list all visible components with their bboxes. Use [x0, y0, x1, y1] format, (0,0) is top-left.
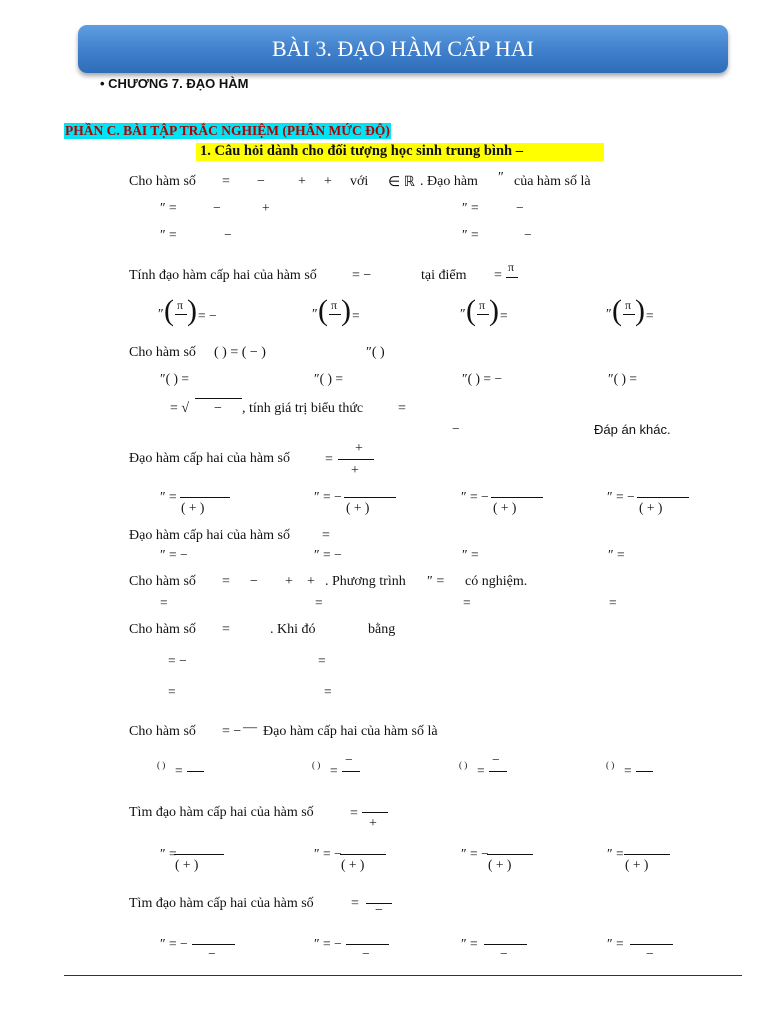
q2-b-close-paren: ) [341, 294, 351, 327]
q3-option-a: ″( ) = [160, 371, 189, 386]
q7-eq: = [222, 574, 230, 589]
q11-c-den: − [500, 946, 508, 961]
q5-option-d: ″ = − [607, 489, 635, 504]
level-heading-text: 1. Câu hỏi dành cho đối tượng học sinh trung bình – [200, 143, 523, 159]
q11-eq: = [351, 896, 359, 911]
q10-option-b: ″ = − [314, 846, 342, 861]
q9-d-bar [636, 771, 653, 772]
q5-d-den: ( + ) [639, 500, 663, 515]
q1-in-r: ∈ ℝ [388, 175, 415, 190]
q9-stem: Cho hàm số [129, 724, 196, 739]
q3-option-c: ″( ) = − [462, 371, 502, 386]
q1-option-b: ″ = [462, 200, 479, 215]
q10-b-den: ( + ) [341, 857, 365, 872]
q1-option-a-minus: − [213, 200, 221, 215]
q11-c-bar [484, 944, 527, 945]
q2-a-close-paren: ) [187, 294, 197, 327]
q7-option-d: = [609, 595, 617, 610]
q7-plus-1: + [285, 574, 293, 589]
q2-d-value: = [646, 308, 654, 323]
q10-denominator: + [369, 816, 377, 831]
q5-numerator: + [355, 441, 363, 456]
q10-c-bar [487, 854, 533, 855]
q2-d-bar [623, 314, 635, 315]
q2-d-close-paren: ) [635, 294, 645, 327]
q3-stem: Cho hàm số [129, 345, 196, 360]
q2-c-dprime: ″ [460, 306, 466, 321]
q8-option-b: = [318, 653, 326, 668]
q11-a-den: − [208, 946, 216, 961]
q9-dash: — [243, 720, 257, 735]
q6-eq: = [322, 528, 330, 543]
q2-d-pi: π [625, 298, 632, 312]
q4-eq-sqrt: = √ [170, 401, 190, 416]
q10-d-den: ( + ) [625, 857, 649, 872]
footer-divider [64, 975, 742, 976]
q2-c-open-paren: ( [466, 294, 476, 327]
q2-a-open-paren: ( [164, 294, 174, 327]
q2-c-close-paren: ) [489, 294, 499, 327]
q10-d-bar [624, 854, 670, 855]
q9-c-paren: ( ) [459, 760, 468, 770]
section-title: PHẦN C. BÀI TẬP TRẮC NGHIỆM (PHÂN MỨC ĐỘ) [65, 123, 390, 138]
q9-option-d: = [624, 763, 632, 778]
q5-b-bar [344, 497, 396, 498]
q8-option-d: = [324, 684, 332, 699]
q7-option-b: = [315, 595, 323, 610]
q10-b-bar [340, 854, 386, 855]
q11-d-bar [630, 944, 673, 945]
q9-a-paren: ( ) [157, 760, 166, 770]
q5-a-bar [180, 497, 230, 498]
q2-a-dprime: ″ [158, 306, 164, 321]
q11-option-b: ″ = − [314, 936, 342, 951]
q2-c-pi: π [479, 298, 486, 312]
q2-fraction-bar [506, 277, 518, 278]
q9-a-bar [187, 771, 204, 772]
q11-a-bar [192, 944, 235, 945]
q4-minus: − [214, 401, 222, 416]
q2-b-bar [329, 314, 341, 315]
q5-b-den: ( + ) [346, 500, 370, 515]
q4-option-d: Đáp án khác. [594, 422, 671, 437]
q1-minus: − [257, 174, 265, 189]
q9-option-a: = [175, 763, 183, 778]
q10-fraction-bar [362, 812, 388, 813]
level-heading [196, 143, 604, 161]
q8-option-a: = − [168, 653, 187, 668]
q2-a-bar [175, 314, 187, 315]
q5-option-b: ″ = − [314, 489, 342, 504]
q7-option-a: = [160, 595, 168, 610]
q9-option-b: = [330, 763, 338, 778]
q11-b-bar [346, 944, 389, 945]
q3-option-b: ″( ) = [314, 371, 343, 386]
q7-text: . Phương trình [325, 574, 406, 589]
q1-stem: Cho hàm số [129, 174, 196, 189]
q11-d-den: − [646, 946, 654, 961]
q11-stem: Tìm đạo hàm cấp hai của hàm số [129, 896, 314, 911]
q8-option-c: = [168, 684, 176, 699]
q7-tail: có nghiệm. [465, 574, 528, 589]
q4-eq2: = [398, 401, 406, 416]
q8-eq: = [222, 622, 230, 637]
q7-stem: Cho hàm số [129, 574, 196, 589]
q2-a-value: = − [198, 308, 217, 323]
q11-option-c: ″ = [461, 936, 478, 951]
q9-c-num: − [492, 752, 500, 767]
q3-function: ( ) = ( − ) [214, 345, 266, 360]
q9-d-paren: ( ) [606, 760, 615, 770]
lesson-title-banner [78, 25, 728, 73]
q2-stem: Tính đạo hàm cấp hai của hàm số [129, 268, 317, 283]
q6-option-c: ″ = [462, 547, 479, 562]
q7-option-c: = [463, 595, 471, 610]
q6-option-b: ″ = − [314, 547, 342, 562]
q1-option-d-minus: − [524, 227, 532, 242]
q10-c-den: ( + ) [488, 857, 512, 872]
q3-option-d: ″( ) = [608, 371, 637, 386]
q9-option-c: = [477, 763, 485, 778]
lesson-title: BÀI 3. ĐẠO HÀM CẤP HAI [272, 36, 534, 61]
q2-eq: = − [352, 268, 372, 283]
q6-option-d: ″ = [608, 547, 625, 562]
q7-dprime-eq: ″ = [427, 574, 445, 589]
q7-plus-2: + [307, 574, 315, 589]
q8-stem: Cho hàm số [129, 622, 196, 637]
q10-a-den: ( + ) [175, 857, 199, 872]
q4-sqrt-bar [195, 398, 242, 399]
q1-option-a-plus: + [262, 200, 270, 215]
q2-b-pi: π [331, 298, 338, 312]
q9-text: Đạo hàm cấp hai của hàm số là [263, 724, 438, 739]
q10-option-c: ″ = − [461, 846, 489, 861]
q11-option-a: ″ = − [160, 936, 188, 951]
q1-with: với [350, 174, 369, 189]
q9-b-paren: ( ) [312, 760, 321, 770]
q5-eq: = [325, 452, 333, 467]
q2-a-pi: π [177, 298, 184, 312]
q5-d-bar [637, 497, 689, 498]
q9-b-bar [342, 771, 360, 772]
q1-option-c: ″ = [160, 227, 177, 242]
q2-d-dprime: ″ [606, 306, 612, 321]
q5-stem: Đạo hàm cấp hai của hàm số [129, 451, 290, 466]
q2-eq2: = [494, 268, 502, 283]
q1-option-d: ″ = [462, 227, 479, 242]
chapter-label: • CHƯƠNG 7. ĐẠO HÀM [100, 76, 249, 91]
q8-tail: bằng [368, 622, 396, 637]
q11-option-d: ″ = [607, 936, 624, 951]
q9-c-bar [489, 771, 507, 772]
q1-option-c-minus: − [224, 227, 232, 242]
q5-a-den: ( + ) [181, 500, 205, 515]
q1-derivative-text: . Đạo hàm [420, 174, 478, 189]
q3-dprime: ″( ) [366, 345, 385, 360]
q5-option-a: ″ = [160, 489, 177, 504]
q8-text: . Khi đó [270, 622, 316, 637]
q9-eq: = − [222, 724, 242, 739]
q6-stem: Đạo hàm cấp hai của hàm số [129, 528, 290, 543]
q1-dprime: ″ [498, 170, 504, 185]
q1-option-a: ″ = [160, 200, 177, 215]
q4-option-c: − [452, 421, 460, 436]
q5-c-bar [491, 497, 543, 498]
q2-c-bar [477, 314, 489, 315]
q10-a-bar [174, 854, 224, 855]
q2-c-value: = [500, 308, 508, 323]
q2-b-dprime: ″ [312, 306, 318, 321]
q2-b-open-paren: ( [318, 294, 328, 327]
q7-minus: − [250, 574, 258, 589]
q1-plus-1: + [298, 174, 306, 189]
q10-stem: Tìm đạo hàm cấp hai của hàm số [129, 805, 314, 820]
q1-option-b-minus: − [516, 200, 524, 215]
q11-b-den: − [362, 946, 370, 961]
q5-option-c: ″ = − [461, 489, 489, 504]
q5-fraction-bar [338, 459, 374, 460]
q1-eq: = [222, 174, 230, 189]
q5-denominator: + [351, 463, 359, 478]
q9-b-num: − [345, 752, 353, 767]
q5-c-den: ( + ) [493, 500, 517, 515]
q2-pi: π [508, 260, 515, 274]
q2-b-value: = [352, 308, 360, 323]
q1-tail: của hàm số là [514, 174, 591, 189]
q1-plus-2: + [324, 174, 332, 189]
q2-at: tại điểm [421, 268, 467, 283]
q4-text: , tính giá trị biểu thức [242, 401, 364, 416]
q10-option-a: ″ = [160, 846, 177, 861]
q2-d-open-paren: ( [612, 294, 622, 327]
q10-eq: = [350, 806, 358, 821]
q10-option-d: ″ = [607, 846, 624, 861]
q6-option-a: ″ = − [160, 547, 188, 562]
q11-denominator: − [375, 903, 383, 918]
